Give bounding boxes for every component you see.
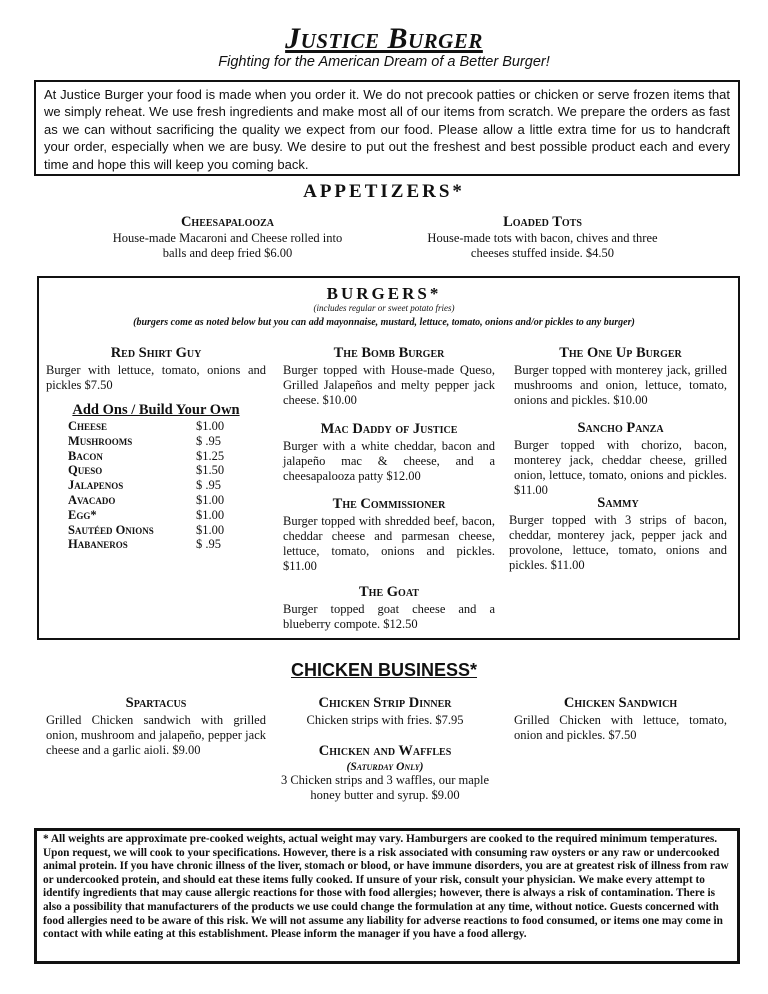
menu-item xyxy=(275,743,495,803)
item-desc: Grilled Chicken sandwich with grilled onion, mushroom and jalapeño, pepper jack cheese and a garlic aioli. $9.00 xyxy=(46,713,266,757)
addon-row xyxy=(46,434,266,449)
addons-title: Add Ons / Build Your Own xyxy=(72,402,240,418)
addon-row xyxy=(46,463,266,478)
addon-name: Jalapenos xyxy=(68,478,124,493)
burgers-note: (burgers come as noted below but you can add mayonnaise, mustard, lettuce, tomato, onions and/or pickles to any burger) xyxy=(133,317,635,328)
item-desc: Burger with a white cheddar, bacon and jalapeño mac & cheese, and a cheesapalooza patty $12.00 xyxy=(283,439,495,483)
addon-price: $ .95 xyxy=(196,478,221,493)
addon-row xyxy=(46,419,266,434)
item-name: The Commissioner xyxy=(332,496,446,512)
item-name: Sammy xyxy=(597,495,639,511)
menu-item xyxy=(514,695,727,743)
menu-item xyxy=(46,345,266,393)
addon-name: Habaneros xyxy=(68,537,128,552)
burgers-heading: BURGERS* xyxy=(326,284,442,303)
item-name: Chicken Strip Dinner xyxy=(318,695,452,711)
addon-price: $ .95 xyxy=(196,433,221,448)
appetizers-heading: APPETIZERS* xyxy=(303,181,465,202)
menu-item xyxy=(46,695,266,758)
item-name: Loaded Tots xyxy=(503,214,582,230)
addon-row xyxy=(46,508,266,523)
intro-box xyxy=(34,80,740,176)
addon-price: $1.00 xyxy=(196,419,225,433)
addon-row xyxy=(46,493,266,508)
menu-item xyxy=(509,495,727,573)
menu-item xyxy=(285,695,485,728)
item-desc: Grilled Chicken with lettuce, tomato, onion and pickles. $7.50 xyxy=(514,713,727,742)
item-desc: House-made Macaroni and Cheese rolled into balls and deep fried $6.00 xyxy=(112,231,343,260)
item-name: The Goat xyxy=(359,584,419,600)
tagline: Fighting for the American Dream of a Better Burger! xyxy=(218,54,550,70)
menu-item xyxy=(283,345,495,408)
item-name: Chicken and Waffles xyxy=(318,743,452,759)
addon-name: Cheese xyxy=(68,419,108,433)
item-desc: 3 Chicken strips and 3 waffles, our maple honey butter and syrup. $9.00 xyxy=(280,773,490,802)
disclaimer-text: * All weights are approximate pre-cooked weights, actual weight may vary. Hamburgers are cooked to the required minimum temperatures. Upon request, we will cook to your specifications. However, there is a risk associated with consuming raw oysters or any raw or undercooked animal protein. If you have chronic illness of the liver, stomach or blood, or have immune disorders, you are at greatest risk of illness from raw or undercooked protein, and should eat these items fully cooked. If unsure of your risk, consult your physician. We make every attempt to identify ingredients that may cause allergic reactions for those with food allergies; however, there is always a risk of contamination. There is also a possibility that manufacturers of the products we use could change the formulation at any time, without notice. Guests concerned with food allergies need to be aware of this risk. We will not assume any liability for adverse reactions to food consumed, or items one may come in contact with while eating at this establishment. Please inform the manager if you have a food allergy. xyxy=(43,833,729,941)
item-name: Chicken Sandwich xyxy=(563,695,678,711)
addon-row xyxy=(46,478,266,493)
item-note: (Saturday Only) xyxy=(346,761,424,773)
menu-item xyxy=(420,214,665,261)
addon-rows xyxy=(46,419,266,552)
item-desc: Burger with lettuce, tomato, onions and pickles $7.50 xyxy=(46,363,266,392)
item-desc: Burger topped with chorizo, bacon, monterey jack, cheddar cheese, grilled onion, lettuce, tomato, onions and pickles. $11.00 xyxy=(514,438,727,497)
menu-item xyxy=(283,496,495,574)
item-name: The Bomb Burger xyxy=(333,345,445,361)
item-desc: House-made tots with bacon, chives and three cheeses stuffed inside. $4.50 xyxy=(427,231,658,260)
addon-row xyxy=(46,537,266,552)
menu-item xyxy=(514,345,727,408)
addon-name: Avacado xyxy=(68,492,116,507)
disclaimer-box xyxy=(34,828,740,964)
addon-name: Egg* xyxy=(68,507,97,522)
restaurant-title: Justice Burger xyxy=(285,22,483,55)
item-name: The One Up Burger xyxy=(559,345,682,361)
burgers-subtitle: (includes regular or sweet potato fries) xyxy=(313,303,455,313)
item-desc: Burger topped with House-made Queso, Grilled Jalapeños and melty pepper jack cheese. $10.00 xyxy=(283,363,495,407)
menu-item xyxy=(514,420,727,498)
menu-item xyxy=(283,584,495,632)
item-desc: Burger topped with monterey jack, grilled mushrooms and onion, lettuce, tomato, onions and pickles. $10.00 xyxy=(514,363,727,407)
item-name: Cheesapalooza xyxy=(180,214,275,230)
addon-price: $1.25 xyxy=(196,448,225,463)
addon-name: Mushrooms xyxy=(68,433,133,448)
addon-name: Bacon xyxy=(68,448,103,463)
item-name: Spartacus xyxy=(125,695,187,711)
addon-price: $ .95 xyxy=(196,537,221,552)
intro-text: At Justice Burger your food is made when you order it. We do not precook patties or chicken or serve frozen items that we simply reheat. We use fresh ingredients and make most all of our items from scratch. We prepare the orders as fast as we can without sacrificing the quality we expect from our food. Please allow a little extra time for us to handcraft your order, especially when we are busy. We desire to put out the freshest and best possible product each and every time and hope this will keep you coming back. xyxy=(44,87,730,172)
addon-row xyxy=(46,449,266,464)
menu-item xyxy=(100,214,355,261)
chicken-heading: CHICKEN BUSINESS* xyxy=(290,660,478,680)
addons-list xyxy=(46,402,266,552)
item-name: Sancho Panza xyxy=(577,420,664,436)
addon-price: $1.00 xyxy=(196,507,225,522)
item-name: Red Shirt Guy xyxy=(110,345,202,361)
addon-name: Sautéed Onions xyxy=(68,522,154,537)
item-desc: Burger topped with 3 strips of bacon, cheddar, monterey jack, pepper jack and provolone, lettuce, tomato, onions and pickles. $11.00 xyxy=(509,513,727,572)
addon-price: $1.00 xyxy=(196,522,225,537)
addon-price: $1.00 xyxy=(196,492,225,507)
addon-price: $1.50 xyxy=(196,463,225,478)
menu-item xyxy=(283,421,495,484)
item-desc: Burger topped with shredded beef, bacon, cheddar cheese and parmesan cheese, lettuce, tomato, onions and pickles. $11.00 xyxy=(283,514,495,573)
addon-name: Queso xyxy=(68,463,103,478)
item-name: Mac Daddy of Justice xyxy=(320,421,458,437)
addon-row xyxy=(46,523,266,538)
item-desc: Chicken strips with fries. $7.95 xyxy=(306,713,464,727)
item-desc: Burger topped goat cheese and a blueberry compote. $12.50 xyxy=(283,602,495,631)
